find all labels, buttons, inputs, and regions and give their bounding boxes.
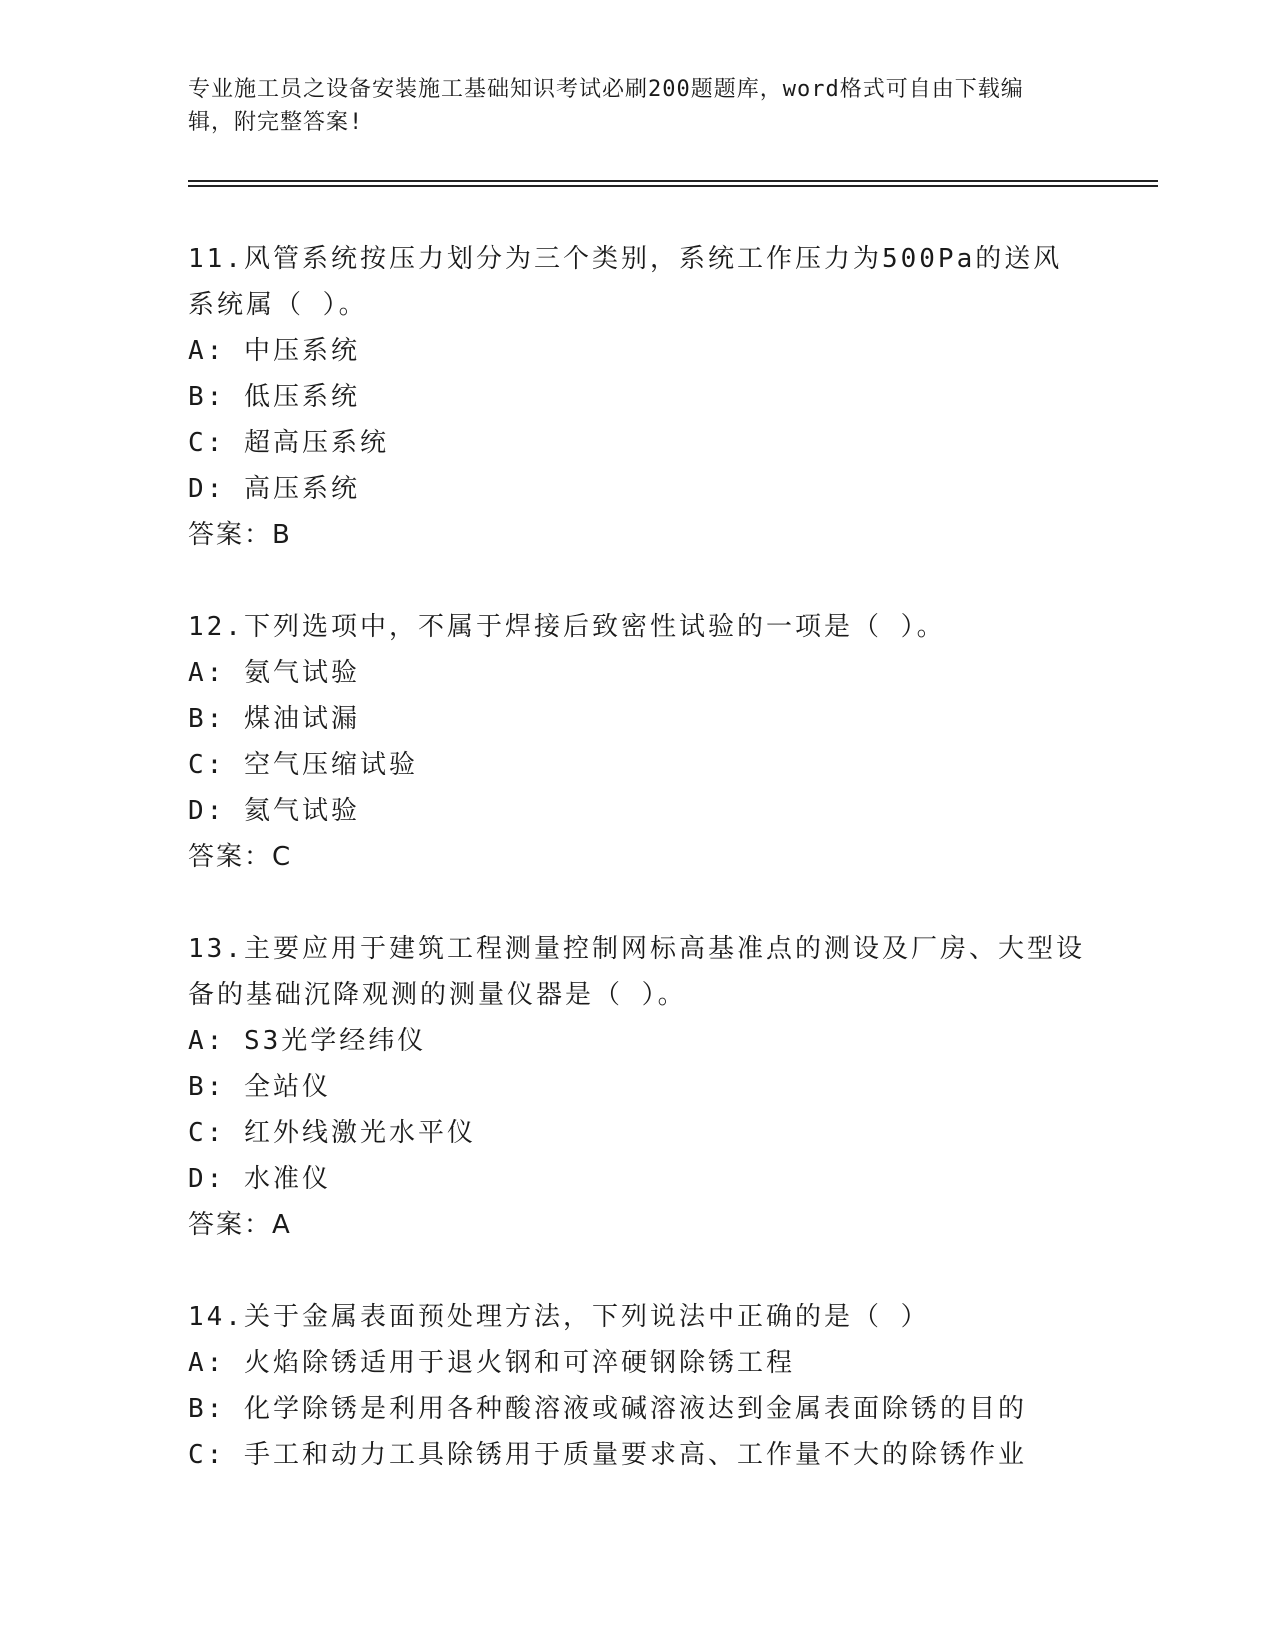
header-divider-bottom — [188, 185, 1158, 187]
option-c: C: 空气压缩试验 — [188, 750, 418, 780]
question-stem: 11.风管系统按压力划分为三个类别，系统工作压力为500Pa的送风系统属（ ）。 — [188, 244, 1063, 320]
option-c: C: 超高压系统 — [188, 428, 389, 458]
option-d: D: 氦气试验 — [188, 796, 360, 826]
option-a: A: 氨气试验 — [188, 658, 360, 688]
option-d: D: 水准仪 — [188, 1164, 331, 1194]
option-b: B: 煤油试漏 — [188, 704, 360, 734]
question-11 — [188, 236, 1088, 558]
option-b: B: 全站仪 — [188, 1072, 331, 1102]
option-a: A: 中压系统 — [188, 336, 360, 366]
answer-label: 答案：C — [188, 842, 293, 872]
option-c: C: 红外线激光水平仪 — [188, 1118, 476, 1148]
question-13 — [188, 926, 1088, 1248]
answer-label: 答案：A — [188, 1210, 292, 1240]
option-a: A: 火焰除锈适用于退火钢和可淬硬钢除锈工程 — [188, 1348, 795, 1378]
option-b: B: 低压系统 — [188, 382, 360, 412]
option-c: C: 手工和动力工具除锈用于质量要求高、工作量不大的除锈作业 — [188, 1440, 1027, 1470]
option-b: B: 化学除锈是利用各种酸溶液或碱溶液达到金属表面除锈的目的 — [188, 1394, 1027, 1424]
option-d: D: 高压系统 — [188, 474, 360, 504]
question-stem: 14.关于金属表面预处理方法，下列说法中正确的是（ ） — [188, 1302, 930, 1332]
question-stem: 12.下列选项中，不属于焊接后致密性试验的一项是（ ）。 — [188, 612, 946, 642]
header-divider-top — [188, 180, 1158, 182]
option-a: A: S3光学经纬仪 — [188, 1026, 427, 1056]
document-header — [188, 73, 1068, 139]
header-title: 专业施工员之设备安装施工基础知识考试必刷200题题库，word格式可自由下载编辑，附完整答案! — [188, 77, 1024, 135]
question-stem: 13.主要应用于建筑工程测量控制网标高基准点的测设及厂房、大型设备的基础沉降观测的测量仪器是（ ）。 — [188, 934, 1085, 1010]
question-14 — [188, 1294, 1088, 1478]
answer-label: 答案：B — [188, 520, 292, 550]
question-12 — [188, 604, 1088, 880]
